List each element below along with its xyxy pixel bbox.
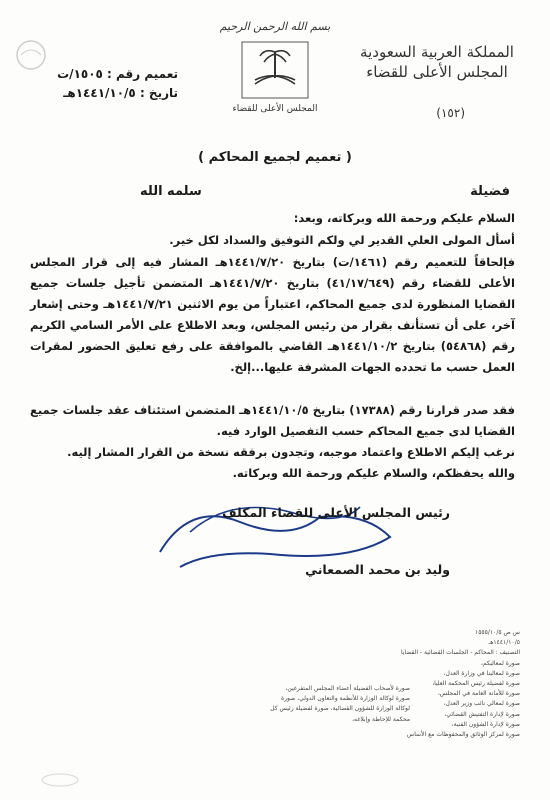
footer-copy: صورة لوكالة الوزارة للأنظمة والتعاون الدولي، (297, 695, 410, 703)
salutation-to: فضيلة (470, 184, 510, 199)
reference-block (28, 65, 178, 103)
footer-copy: صورة لمعالي نائب وزير العدل، (443, 700, 520, 708)
footer-copy: صورة لأصحاب الفضيلة أعضاء المجلس المتفرغين، (285, 685, 410, 692)
document-code: (١٥٢) (436, 106, 465, 120)
greeting-line: السلام عليكم ورحمة الله وبركاته، وبعد: (293, 211, 515, 225)
signer-title: رئيس المجلس الأعلى للقضاء المكلف (222, 505, 450, 520)
footer-date: ١٤٤١/١٠/٥هـ (488, 639, 520, 647)
main-paragraph: فإلحاقاً للتعميم رقم (١٤٦١/ت) بتاريخ ١٤٤١/٧/٢٠هـ المشار فيه إلى قرار المجلس الأعلى للقضاء رقم (٤١/١٧/٦٤٩) بتاريخ ١٤٤١/٧/٢٠هـ المتضمن تأجيل جلسات جميع القضايا المنظورة لدى جميع المحاكم، اعتباراً من يوم الاثنين ١٤٤١/٧/٢١هـ وحتى إشعار آخر، على أن تستأنف بقرار من رئيس المجلس، وبعد الاطلاع على الأمر السامي الكريم رقم (٥٤٨٦٨) بتاريخ ١٤٤١/١٠/٢هـ القاضي بالموافقة على رفع تعليق الحضور لمقرات العمل حسب ما تحدده الجهات المشرفة عليها...إلخ. (30, 255, 516, 374)
request-paragraph: نرغب إليكم الاطلاع واعتماد موجبه، وتجدون برفقه نسخة من القرار المشار إليه. (67, 445, 515, 459)
footer-classification: التصنيف : المحاكم - الجلسات القضائية - القضايا (400, 649, 520, 657)
distribution-list-secondary (270, 684, 410, 725)
subject-line: ( تعميم لجميع المحاكم ) (198, 150, 352, 165)
basmala: بسم الله الرحمن الرحيم (219, 20, 331, 33)
footer-copy: صورة لفضيلة رئيس كل محكمة للإحاطة وإبلاغه، (270, 705, 410, 723)
footer-copy: صورة لمركز الوثائق والمحفوظات مع الأساس (406, 731, 520, 739)
footer-copy: صورة للأمانة العامة في المجلس، (437, 690, 520, 698)
footer-copy: صورة لإدارة التفتيش القضائي، (444, 710, 520, 718)
country-name: المملكة العربية السعودية (360, 43, 514, 61)
salutation-blessing: سلمه الله (140, 184, 202, 199)
saudi-emblem-icon (240, 40, 310, 100)
footer-copy: صورة لإدارة الشؤون الفنية، (451, 720, 520, 728)
decision-paragraph: فقد صدر قرارنا رقم (١٧٣٨٨) بتاريخ ١٤٤١/١٠/٥هـ المتضمن استئناف عقد جلسات جميع القضايا لدى جميع المحاكم حسب التفصيل الوارد فيه. (30, 403, 515, 438)
faint-stamp-icon (40, 772, 80, 788)
footer-copy: صورة لفضيلة رئيس المحكمة العليا، (432, 680, 520, 688)
footer-copy: صورة لوكالة الوزارة للشؤون القضائية، (280, 695, 410, 713)
footer-copy: صورة لمعاليكم، (480, 659, 520, 667)
wish-line: أسأل المولى العلي القدير لي ولكم التوفيق والسداد لكل خير. (169, 233, 515, 247)
reference-date: تاريخ : ١٤٤١/١٠/٥هـ (63, 86, 178, 100)
council-name: المجلس الأعلى للقضاء (366, 63, 508, 81)
footer-code: س ص ١٥٥٥/١٠/٥ (474, 629, 520, 636)
emblem-caption: المجلس الأعلى للقضاء (232, 104, 318, 114)
reference-number: تعميم رقم : ١٥٠٥/ت (57, 67, 178, 81)
signer-name: وليد بن محمد الصمعاني (305, 562, 450, 577)
footer-copy: صورة لمعالينا في وزارة العدل، (443, 669, 520, 677)
salutation (30, 184, 510, 199)
signature-block (190, 505, 450, 577)
closing-paragraph: والله يحفظكم، والسلام عليكم ورحمة الله وبركاته. (232, 466, 515, 480)
organization-header (352, 42, 522, 82)
